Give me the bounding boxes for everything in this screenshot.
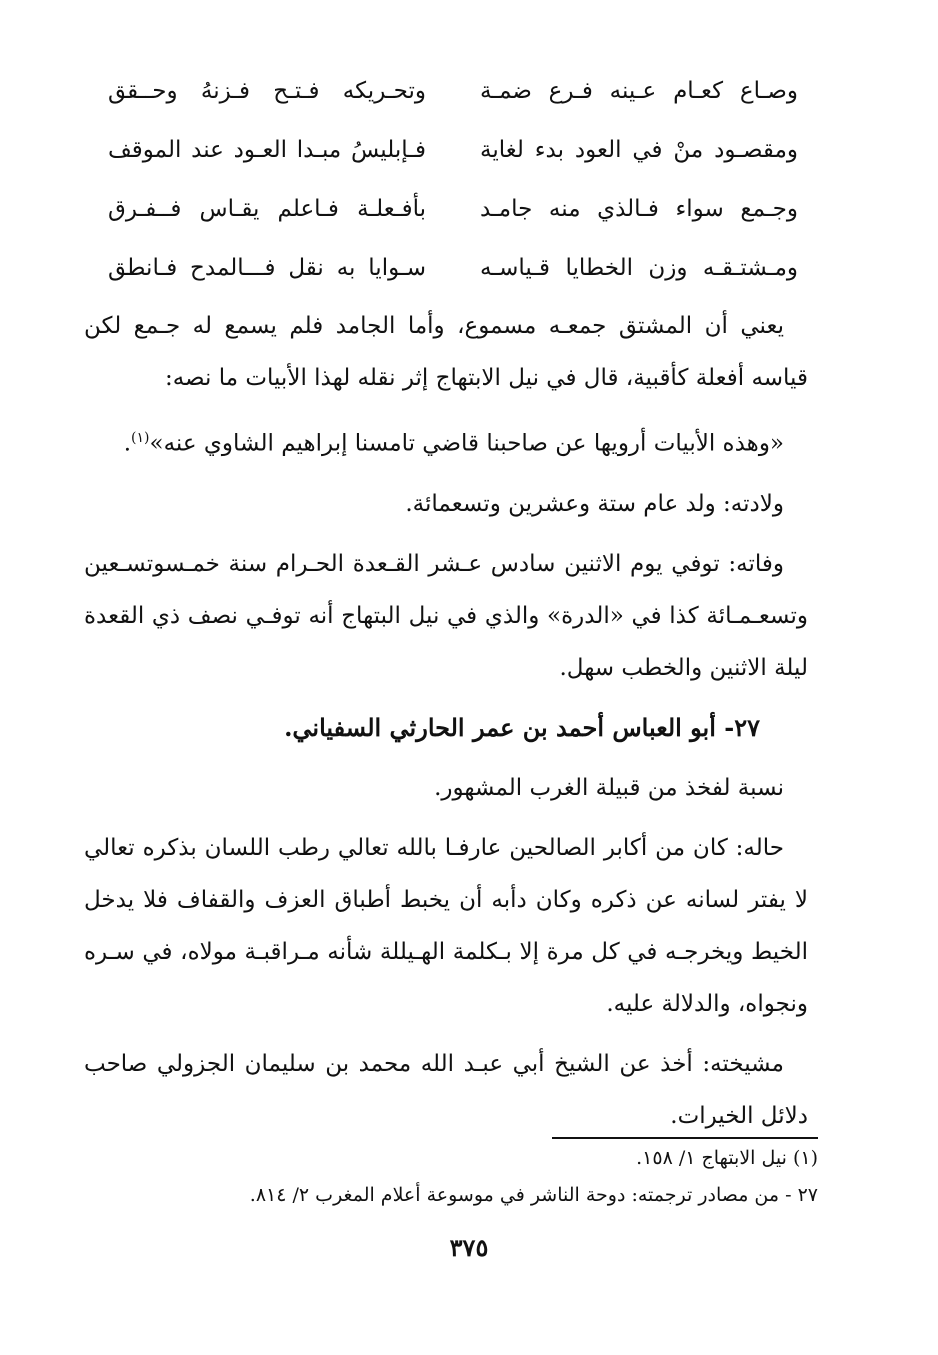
- teachers-paragraph: مشيخته: أخذ عن الشيخ أبي عبـد الله محمد بن سليمان الجزولي صاحب دلائل الخيرات.: [84, 1050, 808, 1129]
- footnote-2: ٢٧ - من مصادر ترجمته: دوحة الناشر في موسوعة أعلام المغرب ٢/ ٨١٤.: [249, 1184, 818, 1206]
- verse-row: [108, 239, 798, 298]
- verse-row: [108, 62, 798, 121]
- birth-paragraph: ولادته: ولد عام ستة وعشرين وتسعمائة.: [405, 490, 784, 517]
- body-text: [84, 300, 808, 1150]
- quote-paragraph: [84, 412, 808, 470]
- quote-period: .: [123, 430, 132, 457]
- footnote-marker: (١): [131, 430, 150, 446]
- lineage-paragraph: نسبة لفخذ من قبيلة الغرب المشهور.: [434, 774, 784, 801]
- death-paragraph: وفاته: توفي يوم الاثنين سادس عـشر القـعدة الحـرام سنة خمـسوتسـعين وتسعـمـائة كذا في «الدرة» والذي في نيل البتهاج أنه توفـي نصف ذي القعدة ليلة الاثنين والخطب سهل.: [84, 550, 808, 681]
- verse-first-hemistich: وصـاع كعـام عـينه فـرع ضمـة: [480, 78, 798, 104]
- entry-heading: ٢٧- أبو العباس أحمد بن عمر الحارثي السفياني.: [284, 712, 760, 742]
- biography-paragraph: حاله: كان من أكابر الصالحين عارفـا بالله تعالي رطب اللسان بذكره تعالي لا يفتر لسانه عن ذكره وكان دأبه أن يخبط أطباق العزف والقفاف فلا يدخل الخيط ويخرجـه في كل مرة إلا بـكلمة الهـيللة شأنه مـراقبـة مولاه، في سـره ونجواه، والدلالة عليه.: [84, 834, 808, 1017]
- footnote-divider: [552, 1137, 818, 1139]
- footnotes: [150, 1140, 818, 1214]
- verse-second-hemistich: وتحـريكه فـتـح فـزنهُ وحــقق: [108, 78, 426, 104]
- verse-row: [108, 180, 798, 239]
- verse-second-hemistich: سـوايا به نقل فـــالمدح فـانطق: [108, 255, 426, 281]
- verse-first-hemistich: وجـمع سواء فـالذي منه جامـد: [480, 196, 798, 222]
- footnote-1: (١) نيل الابتهاج ١/ ١٥٨.: [636, 1147, 818, 1169]
- verse-second-hemistich: فـإبليسُ مبـدا العـود عند الموقف: [108, 137, 426, 163]
- verse-first-hemistich: ومقصـود منْ في العود بدء لغاية: [480, 137, 798, 163]
- verse-block: [108, 62, 798, 298]
- quote-text: «وهذه الأبيات أرويها عن صاحبنا قاضي تامسنا إبراهيم الشاوي عنه»: [149, 430, 784, 457]
- verse-row: [108, 121, 798, 180]
- commentary-paragraph: يعني أن المشتق جمعـه مسموع، وأما الجامد فلم يسمع له جـمع لكن قياسه أفعلة كأقبية، قال في نيل الابتهاج إثر نقله لهذا الأبيات ما نصه:: [84, 313, 808, 391]
- verse-first-hemistich: ومـشتـقـه وزن الخطايا قـياسـه: [480, 255, 798, 281]
- page-number: ٣٧٥: [449, 1233, 489, 1262]
- verse-second-hemistich: بأفـعلـة فـاعلم يقـاس فــفـرق: [108, 196, 426, 222]
